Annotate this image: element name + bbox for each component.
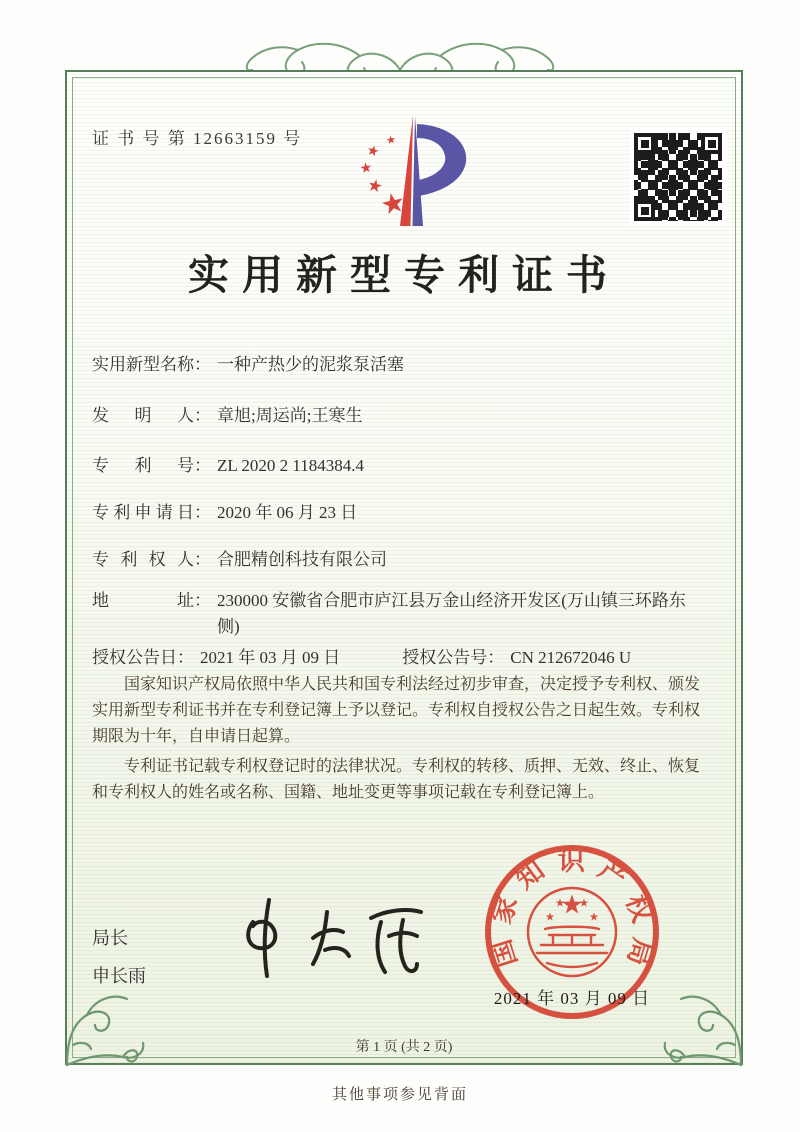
field-value: 230000 安徽省合肥市庐江县万金山经济开发区(万山镇三环路东侧) bbox=[217, 591, 686, 637]
field-row-grant bbox=[92, 645, 701, 671]
qr-pattern bbox=[634, 133, 722, 221]
field-row-filing-date bbox=[92, 500, 701, 526]
field-row-patentee bbox=[92, 547, 701, 573]
field-colon: ： bbox=[177, 648, 194, 667]
back-note: 其他事项参见背面 bbox=[331, 1087, 468, 1103]
field-value: 章旭;周运尚;王寒生 bbox=[217, 406, 363, 425]
grant-number-group bbox=[402, 645, 631, 671]
field-colon: ： bbox=[194, 591, 211, 610]
legal-paragraph: 专利证书记载专利权登记时的法律状况。专利权的转移、质押、无效、终止、恢复和专利权人的姓名或名称、国籍、地址变更等事项记载在专利登记簿上。 bbox=[92, 757, 701, 801]
field-colon: ： bbox=[487, 648, 505, 667]
field-row-inventors bbox=[92, 403, 701, 429]
field-row-address bbox=[92, 588, 701, 641]
field-value: ZL 2020 2 1184384.4 bbox=[217, 456, 365, 475]
field-value: 一种产热少的泥浆泵活塞 bbox=[217, 355, 404, 374]
certificate-title: 实用新型专利证书 bbox=[188, 252, 620, 298]
field-colon: ： bbox=[194, 406, 211, 425]
director-signature-icon bbox=[225, 888, 435, 988]
grant-number-label: 授权公告号 bbox=[402, 648, 488, 667]
certificate-number: 证 书 号 第 12663159 号 bbox=[92, 129, 303, 148]
page-number: 第 1 页 (共 2 页) bbox=[355, 1040, 453, 1055]
cnipa-logo-icon bbox=[343, 112, 483, 230]
field-label: 专利申请日 bbox=[92, 503, 194, 522]
certificate-frame bbox=[65, 70, 743, 1065]
legal-text-block bbox=[92, 672, 711, 810]
field-label: 专利号 bbox=[92, 456, 194, 475]
qr-code bbox=[629, 128, 727, 226]
director-name: 申长雨 bbox=[92, 966, 146, 986]
seal-date: 2021 年 03 月 09 日 bbox=[493, 989, 651, 1008]
grant-date-label: 授权公告日 bbox=[92, 648, 177, 667]
grant-date-value: 2021 年 03 月 09 日 bbox=[200, 648, 341, 667]
field-colon: ： bbox=[194, 503, 211, 522]
field-label: 专利权人 bbox=[92, 550, 194, 569]
field-label: 地址 bbox=[92, 591, 194, 610]
qr-finder-top-left bbox=[634, 133, 655, 154]
seal-text: 国家知识产权局 bbox=[485, 845, 659, 971]
field-colon: ： bbox=[194, 550, 211, 569]
field-value: 合肥精创科技有限公司 bbox=[217, 550, 387, 569]
qr-finder-bottom-left bbox=[634, 200, 655, 221]
field-row-patent-number bbox=[92, 453, 701, 479]
qr-finder-top-right bbox=[701, 133, 722, 154]
field-value: 2020 年 06 月 23 日 bbox=[217, 503, 358, 522]
field-row-utility-name bbox=[92, 352, 701, 378]
field-colon: ： bbox=[194, 355, 211, 374]
grant-number-value: CN 212672046 U bbox=[510, 648, 632, 667]
field-label: 发明人 bbox=[92, 406, 194, 425]
legal-paragraph: 国家知识产权局依照中华人民共和国专利法经过初步审查，决定授予专利权、颁发实用新型专利证书并在专利登记簿上予以登记。专利权自授权公告之日起生效。专利权期限为十年，自申请日起算。 bbox=[92, 676, 701, 745]
field-label: 实用新型名称 bbox=[92, 355, 194, 374]
field-colon: ： bbox=[194, 456, 211, 475]
director-title: 局长 bbox=[92, 928, 128, 948]
